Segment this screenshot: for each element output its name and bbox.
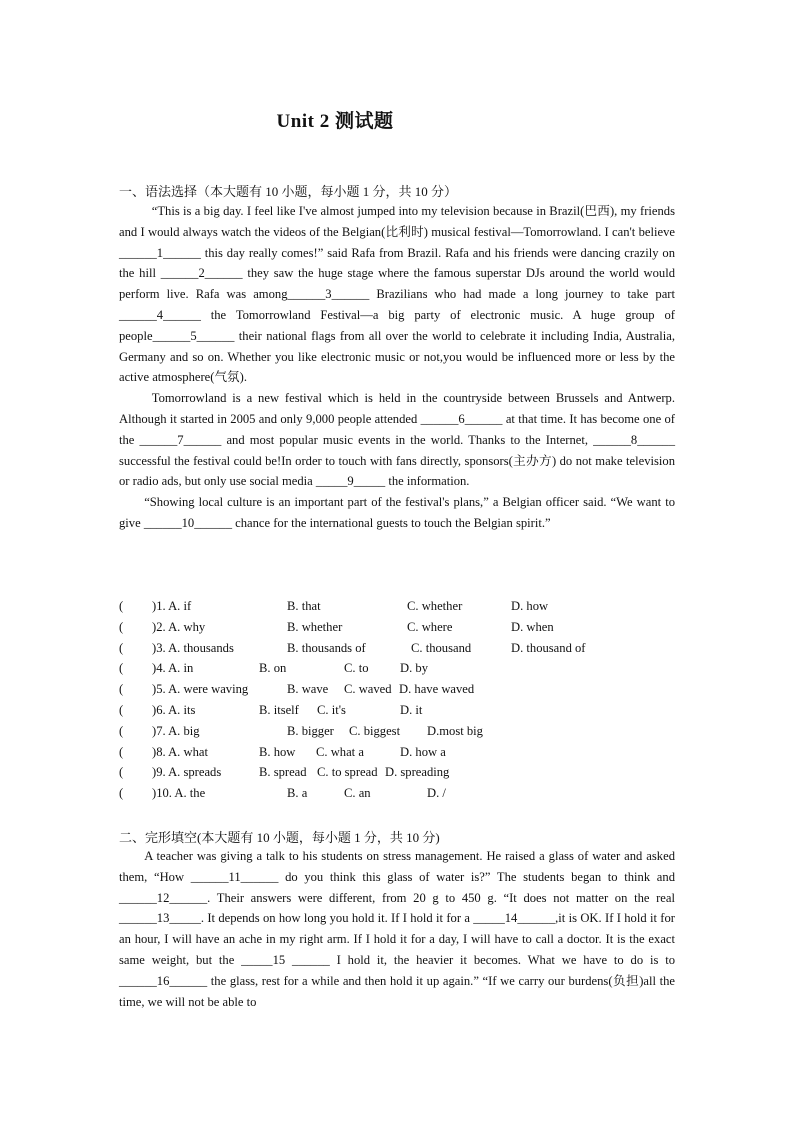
option-b: B. thousands of <box>287 640 366 655</box>
page-title: Unit 2 测试题 <box>276 111 394 132</box>
question-row <box>119 617 679 638</box>
section-1-heading: 一、语法选择（本大题有 10 小题，每小题 1 分，共 10 分） <box>119 184 458 199</box>
passage-paragraph: “Showing local culture is an important part of the festival's plans,” a Belgian officer said. “We want to give ______10______ chance for the international guests to touch the Belgian spirit.” <box>119 495 675 530</box>
answer-paren: ( <box>119 661 124 676</box>
option-d: D. thousand of <box>511 640 586 655</box>
answer-paren: ( <box>119 599 124 613</box>
option-d: D. have waved <box>399 682 475 697</box>
question-row <box>119 679 679 700</box>
option-b: B. bigger <box>287 723 334 738</box>
question-row <box>119 596 679 617</box>
passage-paragraph: “This is a big day. I feel like I've almost jumped into my television because in Brazil(巴西), my friends and I would always watch the videos of the Belgian(比利时) musical festival—Tomorrowland. I can't believe ______1______ this day really comes!” said Rafa from Brazil. Rafa and his friends were dancing crazily on the hill ______2______ they saw the huge stage where the famous superstar DJs around the world would perform live. Rafa was among______3______ Brazilians who had made a long journey to take part ______4______ the Tomorrowland Festival—a big party of electronic music. A huge group of people______5______ their national flags from all over the world to celebrate it including India, Australia, Germany and so on. Whether you like electronic music or not,you would be influenced more or less by the active atmosphere(气氛). <box>119 204 675 385</box>
option-d: D. how <box>511 599 549 613</box>
option-b: B. spread <box>259 765 307 780</box>
passage-paragraph: A teacher was giving a talk to his students on stress management. He raised a glass of water and asked them, “How ______11______ do you think this glass of water is?” The students began to think and ______12______. Their answers were different, from 20 g to 450 g. “It does not matter on the real ______13_____. It depends on how long you hold it. If I hold it for a _____14______,it is OK. If I hold it for an hour, I will have an ache in my right arm. If I hold it for a day, I will have to call a doctor. It is the exact same weight, but the _____15 ______ I hold it, the heavier it becomes. What we have to do is to ______16______ the glass, rest for a while and then hold it up again.” “If we carry our burdens(负担)all the time, we will not be able to <box>119 849 675 1009</box>
option-c: C. it's <box>317 702 346 717</box>
option-b: B. how <box>259 744 296 759</box>
option-b: B. on <box>259 661 287 676</box>
answer-paren: ( <box>119 786 124 801</box>
question-row <box>119 721 679 742</box>
answer-paren: ( <box>119 702 124 717</box>
question-stem: )10. A. the <box>152 786 206 801</box>
cloze-passage <box>119 846 675 1012</box>
option-c: C. biggest <box>349 723 401 738</box>
question-row <box>119 700 679 721</box>
answer-paren: ( <box>119 619 124 634</box>
option-d: D. when <box>511 619 554 634</box>
question-stem: )2. A. why <box>152 619 206 634</box>
question-stem: )6. A. its <box>152 702 196 717</box>
answer-paren: ( <box>119 744 124 759</box>
option-c: C. thousand <box>411 640 472 655</box>
question-row <box>119 658 679 679</box>
question-stem: )9. A. spreads <box>152 765 222 780</box>
option-b: B. itself <box>259 702 299 717</box>
option-c: C. to <box>344 661 369 676</box>
question-stem: )3. A. thousands <box>152 640 234 655</box>
grammar-passage <box>119 201 675 534</box>
question-stem: )1. A. if <box>152 599 192 613</box>
option-d: D. by <box>400 661 428 676</box>
option-c: C. where <box>407 619 453 634</box>
option-c: C. what a <box>316 744 364 759</box>
option-c: C. to spread <box>317 765 378 780</box>
question-row <box>119 762 679 783</box>
option-d: D. how a <box>400 744 446 759</box>
option-b: B. whether <box>287 619 343 634</box>
option-d: D. it <box>400 702 423 717</box>
option-b: B. that <box>287 599 321 613</box>
question-stem: )5. A. were waving <box>152 682 249 697</box>
answer-paren: ( <box>119 682 124 697</box>
question-row <box>119 638 679 659</box>
answer-paren: ( <box>119 723 124 738</box>
option-d: D.most big <box>427 723 483 738</box>
answer-paren: ( <box>119 765 124 780</box>
option-b: B. a <box>287 786 308 801</box>
section-2-heading: 二、完形填空(本大题有 10 小题，每小题 1 分，共 10 分) <box>119 830 440 845</box>
option-c: C. waved <box>344 682 392 697</box>
option-d: D. / <box>427 786 446 801</box>
answer-paren: ( <box>119 640 124 655</box>
question-stem: )7. A. big <box>152 723 200 738</box>
question-stem: )8. A. what <box>152 744 208 759</box>
question-row <box>119 783 679 804</box>
option-c: C. whether <box>407 599 463 613</box>
question-stem: )4. A. in <box>152 661 194 676</box>
option-b: B. wave <box>287 682 329 697</box>
question-row <box>119 742 679 763</box>
question-list <box>119 596 679 804</box>
option-c: C. an <box>344 786 371 801</box>
option-d: D. spreading <box>385 765 450 780</box>
passage-paragraph: Tomorrowland is a new festival which is held in the countryside between Brussels and Antwerp. Although it started in 2005 and only 9,000 people attended ______6______ at that time. It has become one of the ______7______ and most popular music events in the world. Thanks to the Internet, ______8______ successful the festival could be!In order to touch with fans directly, sponsors(主办方) do not make television or radio ads, but only use social media _____9_____ the information. <box>119 391 675 489</box>
